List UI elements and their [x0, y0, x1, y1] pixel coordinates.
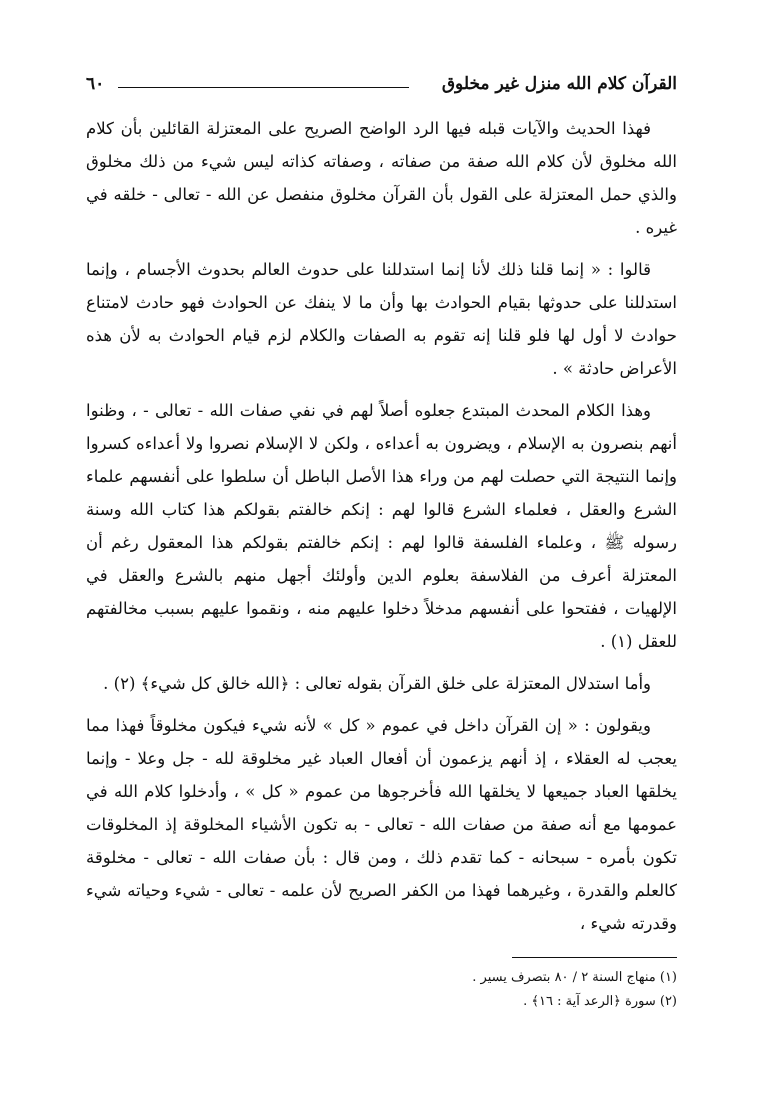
- footnote-rule: [512, 957, 677, 958]
- header-rule: [118, 87, 409, 88]
- header-title: القرآن كلام الله منزل غير مخلوق: [441, 74, 677, 94]
- paragraph-3: وهذا الكلام المحدث المبتدع جعلوه أصلاً لهم في نفي صفات الله - تعالى - ، وظنوا أنهم بنصرون به الإسلام ، ويضرون به أعداءه ، ولكن لا الإسلام نصروا ولا أعداءه كسروا وإنما النتيجة التي حصلت لهم من وراء هذا الأصل الباطل أن سلطوا على أنفسهم علماء الشرع والعقل ، فعلماء الشرع قالوا لهم : إنكم خالفتم بقولكم هذا كتاب الله وسنة رسوله ﷺ ، وعلماء الفلسفة قالوا لهم : إنكم خالفتم بقولكم هذا المعقول رغم أن المعتزلة أعرف من الفلاسفة بعلوم الدين وأولئك أجهل منهم بالشرع والعقل في الإلهيات ، ففتحوا على أنفسهم مدخلاً دخلوا عليهم منه ، ونقموا عليهم بسبب مخالفتهم للعقل (١) .: [86, 401, 677, 651]
- body-text: [86, 112, 677, 949]
- footnote-2: (٢) سورة ﴿الرعد آية : ١٦﴾ .: [523, 994, 677, 1009]
- running-header: [86, 70, 677, 104]
- paragraph-1: فهذا الحديث والآيات قبله فيها الرد الواضح الصريح على المعتزلة القائلين بأن كلام الله مخلوق لأن كلام الله صفة من صفاته ، وصفاته كذاته ليس شيء من ذلك مخلوق والذي حمل المعتزلة على القول بأن القرآن مخلوق منفصل عن الله - تعالى - خلقه في غيره .: [86, 119, 677, 237]
- paragraph-2: قالوا : « إنما قلنا ذلك لأنا إنما استدللنا على حدوث العالم بحدوث الأجسام ، وإنما استدللنا على حدوثها بقيام الحوادث بها وأن ما لا ينفك عن الحوادث فهو حادث لامتناع حوادث لا أول لها فلو قلنا إنه تقوم به الصفات والكلام لزم قيام الحوادث به لأن هذه الأعراض حادثة » .: [86, 260, 677, 378]
- footnote-1: (١) منهاج السنة ٢ / ٨٠ بتصرف يسير .: [472, 970, 677, 985]
- paragraph-5: ويقولون : « إن القرآن داخل في عموم « كل » لأنه شيء فيكون مخلوقاً فهذا مما يعجب له العقلاء ، إذ أنهم يزعمون أن أفعال العباد غير مخلوقة لله - جل وعلا - وإنما يخلقها العباد جميعها لا يخلقها الله فأخرجوها من عموم « كل » ، وأدخلوا كلام الله في عمومها مع أنه صفة من صفات الله - تعالى - به تكون الأشياء المخلوقة إذ المخلوقات تكون بأمره - سبحانه - كما تقدم ذلك ، ومن قال : بأن صفات الله - تعالى - مخلوقة كالعلم والقدرة ، وغيرهما فهذا من الكفر الصريح لأن علمه - تعالى - شيء وحياته شيء وقدرته شيء ،: [86, 716, 677, 933]
- page-number: ٦٠: [86, 74, 105, 94]
- paragraph-4: وأما استدلال المعتزلة على خلق القرآن بقوله تعالى : ﴿الله خالق كل شيء﴾ (٢) .: [103, 674, 651, 693]
- footnotes: [86, 966, 677, 1014]
